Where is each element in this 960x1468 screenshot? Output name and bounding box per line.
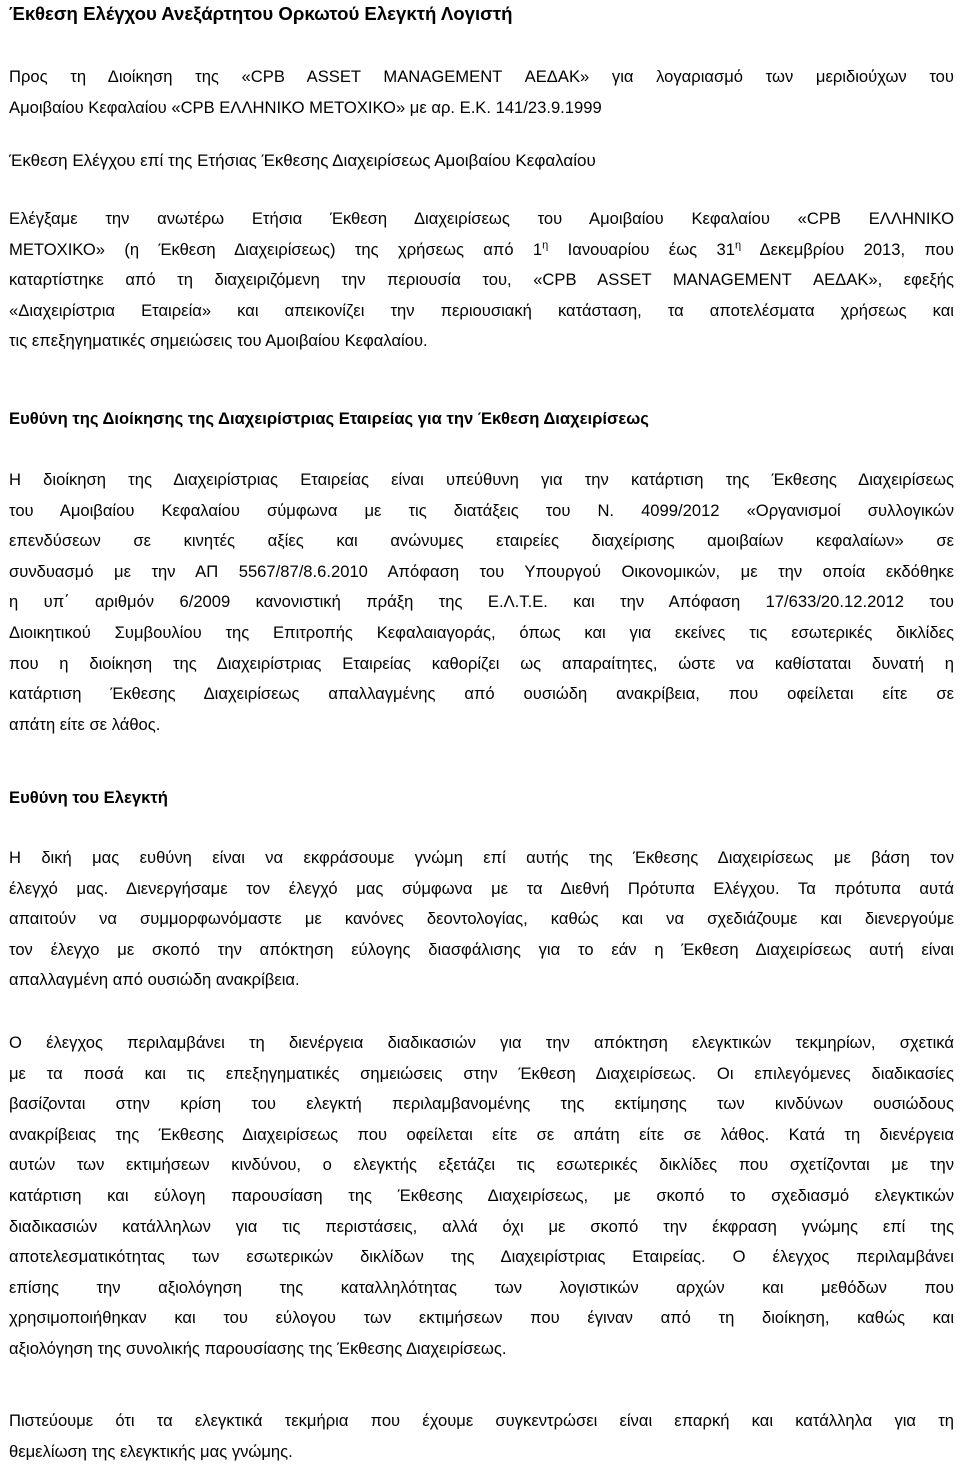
auditor-line: Η δική μας ευθύνη είναι να εκφράσουμε γνώμη επί αυτής της Έκθεσης Διαχειρίσεως με βάση τον (9, 848, 954, 867)
auditor-line: απαλλαγμένη από ουσιώδη ανακρίβεια. (9, 970, 300, 990)
management-line: κατάρτιση Έκθεσης Διαχειρίσεως απαλλαγμένης από ουσιώδη ανακρίβεια, που οφείλεται είτε σε (9, 684, 954, 704)
auditor-line: αξιολόγηση της συνολικής παρουσίασης της Έκθεσης Διαχειρίσεως. (9, 1338, 507, 1358)
addressee-paragraph (9, 62, 954, 123)
management-responsibility-paragraph (9, 465, 954, 740)
document-title: Έκθεση Ελέγχου Ανεξάρτητου Ορκωτού Ελεγκτή Λογιστή (9, 3, 513, 24)
management-line: η υπ΄ αριθμόν 6/2009 κανονιστική πράξη της Ε.Λ.Τ.Ε. και την Απόφαση 17/633/20.12.2012 του (9, 592, 954, 612)
auditor-line: διαδικασιών κατάλληλων για τις περιστάσεις, αλλά όχι με σκοπό την έκφραση γνώμης επί της (9, 1216, 954, 1236)
management-line: συνδυασμό με την ΑΠ 5567/87/8.6.2010 Απόφαση του Υπουργού Οικονομικών, με την οποία εκδόθηκε (9, 561, 954, 581)
auditor-line: Ο έλεγχος περιλαμβάνει τη διενέργεια διαδικασιών για την απόκτηση ελεγκτικών τεκμηρίων, σχετικά (9, 1033, 954, 1052)
addressee-line: Προς τη Διοίκηση της «CPB ASSET MANAGEMENT ΑΕΔΑΚ» για λογαριασμό των μεριδιούχων του (9, 67, 954, 86)
auditor-line: τον έλεγχο με σκοπό την απόκτηση εύλογης διασφάλισης για το εάν η Έκθεση Διαχειρίσεως αυτή είναι (9, 939, 954, 959)
auditor-line: με τα ποσά και τις επεξηγηματικές σημειώσεις στην Έκθεση Διαχειρίσεως. Οι επιλεγόμενες διαδικασίες (9, 1063, 954, 1083)
auditor-paragraph-1 (9, 843, 954, 996)
intro-line: Ελέγξαμε την ανωτέρω Ετήσια Έκθεση Διαχειρίσεως του Αμοιβαίου Κεφαλαίου «CPB ΕΛΛΗΝΙΚΟ (9, 209, 954, 228)
management-line: Η διοίκηση της Διαχειρίστριας Εταιρείας είναι υπεύθυνη για την κατάρτιση της Έκθεσης Διαχειρίσεως (9, 470, 954, 489)
management-line: του Αμοιβαίου Κεφαλαίου σύμφωνα με τις διατάξεις του Ν. 4099/2012 «Οργανισμοί συλλογικών (9, 500, 954, 520)
auditor-paragraph-2 (9, 1028, 954, 1365)
intro-line: «Διαχειρίστρια Εταιρεία» και απεικονίζει την περιουσιακή κατάσταση, τα αποτελέσματα χρήσεως και (9, 300, 954, 320)
intro-text: Ιανουαρίου έως 31 (548, 239, 735, 259)
ordinal-superscript: η (542, 239, 549, 252)
auditor-responsibility-heading: Ευθύνη του Ελεγκτή (9, 788, 168, 807)
management-line: επενδύσεων σε κινητές αξίες και ανώνυμες εταιρείες διαχείρισης αμοιβαίων κεφαλαίων» σε (9, 531, 954, 551)
intro-line: τις επεξηγηματικές σημειώσεις του Αμοιβαίου Κεφαλαίου. (9, 331, 428, 351)
addressee-line: Αμοιβαίου Κεφαλαίου «CPB ΕΛΛΗΝΙΚΟ ΜΕΤΟΧΙΚΟ» με αρ. Ε.Κ. 141/23.9.1999 (9, 97, 602, 117)
auditor-line: Πιστεύουμε ότι τα ελεγκτικά τεκμήρια που έχουμε συγκεντρώσει είναι επαρκή και κατάλληλα για τη (9, 1411, 954, 1430)
report-heading: Έκθεση Ελέγχου επί της Ετήσιας Έκθεσης Διαχειρίσεως Αμοιβαίου Κεφαλαίου (9, 151, 596, 170)
auditor-line: αυτών των εκτιμήσεων κινδύνου, ο ελεγκτής εξετάζει τις εσωτερικές δικλίδες που σχετίζονται με την (9, 1155, 954, 1175)
intro-paragraph (9, 204, 954, 357)
auditor-line: χρησιμοποιήθηκαν και του εύλογου των εκτιμήσεων που έγιναν από τη διοίκηση, καθώς και (9, 1308, 954, 1328)
ordinal-superscript: η (734, 239, 742, 252)
auditor-line: κατάρτιση και εύλογη παρουσίαση της Έκθεσης Διαχειρίσεως, με σκοπό το σχεδιασμό ελεγκτικών (9, 1185, 954, 1205)
auditor-line: έλεγχό μας. Διενεργήσαμε τον έλεγχό μας σύμφωνα με τα Διεθνή Πρότυπα Ελέγχου. Τα πρότυπα αυτά (9, 878, 954, 898)
intro-line: καταρτίστηκε από τη διαχειριζόμενη την περιουσία του, «CPB ASSET MANAGEMENT ΑΕΔΑΚ», εφεξής (9, 270, 954, 290)
management-responsibility-heading: Ευθύνη της Διοίκησης της Διαχειρίστριας Εταιρείας για την Έκθεση Διαχειρίσεως (9, 409, 649, 428)
management-line: απάτη είτε σε λάθος. (9, 714, 161, 734)
auditor-line: θεμελίωση της ελεγκτικής μας γνώμης. (9, 1441, 293, 1461)
auditor-line: ανακρίβειας της Έκθεσης Διαχειρίσεως που οφείλεται είτε σε απάτη είτε σε λάθος. Κατά τη διενέργεια (9, 1124, 954, 1144)
intro-line (9, 235, 954, 266)
intro-text: ΜΕΤΟΧΙΚΟ» (η Έκθεση Διαχειρίσεως) της χρήσεως από 1 (9, 239, 543, 259)
auditor-line: επίσης την αξιολόγηση της καταλληλότητας των λογιστικών αρχών και μεθόδων που (9, 1277, 954, 1297)
auditor-paragraph-3 (9, 1406, 954, 1467)
auditor-line: απαιτούν να συμμορφωνόμαστε με κανόνες δεοντολογίας, καθώς και να σχεδιάζουμε και διενεργούμε (9, 909, 954, 929)
management-line: που η διοίκηση της Διαχειρίστριας Εταιρείας καθορίζει ως απαραίτητες, ώστε να καθίσταται δυνατή η (9, 653, 954, 673)
auditor-line: αποτελεσματικότητας των εσωτερικών δικλίδων της Διαχειρίστριας Εταιρείας. Ο έλεγχος περιλαμβάνει (9, 1247, 954, 1267)
auditor-line: βασίζονται στην κρίση του ελεγκτή περιλαμβανομένης της εκτίμησης των κινδύνων ουσιώδους (9, 1094, 954, 1114)
management-line: Διοικητικού Συμβουλίου της Επιτροπής Κεφαλαιαγοράς, όπως και για εκείνες τις εσωτερικές δικλίδες (9, 622, 954, 642)
intro-text: Δεκεμβρίου 2013, που (741, 239, 954, 259)
